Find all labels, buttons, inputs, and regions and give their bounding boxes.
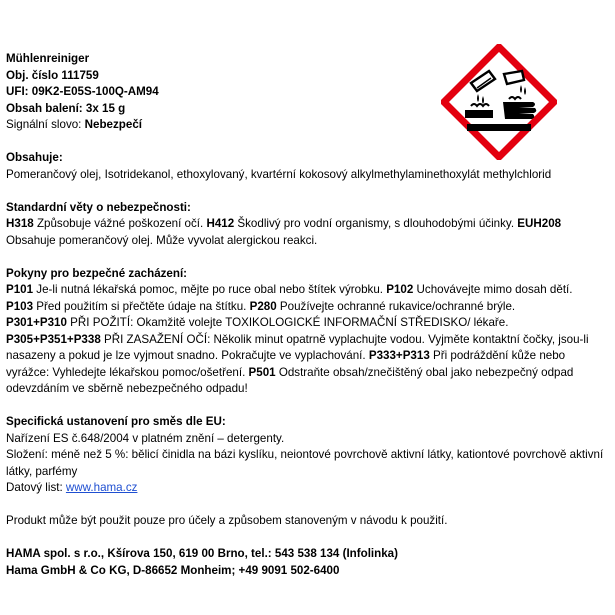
hazard-heading: Standardní věty o nebezpečnosti:: [6, 200, 191, 214]
euh208-text: Obsahuje pomerančový olej. Může vyvolat alergickou reakci.: [6, 233, 318, 247]
hazard-statements: [6, 216, 608, 249]
h318-code: H318: [6, 217, 34, 230]
contains-section: [6, 150, 608, 183]
product-header: [6, 51, 608, 117]
company-line-2: Hama GmbH & Co KG, D-86652 Monheim; +49 9091 502-6400: [6, 563, 340, 577]
eu-regulation: Nařízení ES č.648/2004 v platném znění – detergenty.: [6, 431, 285, 445]
h412-text: Škodlivý pro vodní organismy, s dlouhodobými účinky.: [234, 217, 518, 230]
datasheet-link[interactable]: www.hama.cz: [65, 481, 138, 494]
p305-paragraph: [6, 332, 608, 398]
p102-text: Uchovávejte mimo dosah dětí.: [413, 283, 573, 296]
p301-code: P301+P310: [6, 316, 67, 329]
p301-text: PŘI POŽITÍ: Okamžitě volejte TOXIKOLOGICKÉ INFORMAČNÍ STŘEDISKO/ lékaře.: [66, 316, 509, 329]
p333-text: Při podráždění kůže nebo vyrážce: Vyhledejte lékařskou pomoc/ošetření.: [6, 349, 566, 379]
signal-word-line: [6, 117, 608, 134]
signal-word: Nebezpečí: [84, 118, 142, 131]
usage-note: Produkt může být použit pouze pro účely a způsobem stanoveným v návodu k použití.: [6, 514, 448, 527]
ufi-code: UFI: 09K2-E05S-100Q-AM94: [6, 85, 159, 98]
company-line-1: HAMA spol. s r.o., Kšírova 150, 619 00 Brno, tel.: 543 538 134 (Infolinka): [6, 547, 398, 560]
p103-code: P103: [6, 299, 34, 313]
eu-section: [6, 414, 608, 497]
label-text: [6, 51, 608, 579]
p305-code: P305+P351+P338: [6, 332, 101, 346]
p101-line: [6, 282, 608, 299]
signal-word-label: Signální slovo:: [6, 118, 85, 131]
p305-text: PŘI ZASAŽENÍ OČÍ: Několik minut opatrně vyplachujte vodou. Vyjměte kontaktní čočky, jsou-li nasazeny a pokud je lze vyjmout snadno. Pokračujte ve vyplachování.: [6, 332, 589, 362]
eu-composition: Složení: méně než 5 %: bělicí činidla na bázi kyslíku, neiontové povrchově aktivní látky, kationtové povrchově aktivní látky, parfémy: [6, 448, 604, 478]
p101-code: P101: [6, 283, 34, 296]
p101-text: Je-li nutná lékařská pomoc, mějte po ruce obal nebo štítek výrobku.: [33, 283, 387, 296]
datasheet-line: [6, 480, 608, 497]
p501-text: Odstraňte obsah/znečištěný obal jako nebezpečný odpad odevzdáním ve sběrně nebezpečného odpadu!: [6, 365, 574, 395]
contains-heading: Obsahuje:: [6, 151, 63, 164]
package-content: Obsah balení: 3x 15 g: [6, 101, 126, 115]
p280-code: P280: [249, 299, 277, 313]
hazard-section: [6, 200, 608, 250]
precaution-section: [6, 266, 608, 398]
p501-code: P501: [248, 365, 276, 379]
company-section: [6, 546, 608, 579]
contains-text: Pomerančový olej, Isotridekanol, ethoxylovaný, kvartérní kokosový alkylmethylaminethoxylát methylchlorid: [6, 167, 552, 181]
eu-heading: Specifická ustanovení pro směs dle EU:: [6, 415, 226, 428]
p333-code: P333+P313: [368, 349, 430, 362]
product-name: Mühlenreiniger: [6, 52, 90, 65]
p103-text: Před použitím si přečtěte údaje na štítku.: [33, 299, 250, 313]
order-number: Obj. číslo 111759: [6, 68, 99, 82]
euh208-code: EUH208: [517, 217, 562, 230]
precaution-heading: Pokyny pro bezpečné zacházení:: [6, 266, 188, 280]
p280-text: Používejte ochranné rukavice/ochranné brýle.: [276, 299, 516, 313]
p301-line: [6, 315, 608, 332]
h412-code: H412: [206, 217, 235, 230]
p103-line: [6, 299, 608, 316]
datasheet-label: Datový list:: [6, 481, 66, 494]
p102-code: P102: [386, 283, 414, 296]
h318-text: Způsobuje vážné poškození očí.: [33, 217, 207, 230]
